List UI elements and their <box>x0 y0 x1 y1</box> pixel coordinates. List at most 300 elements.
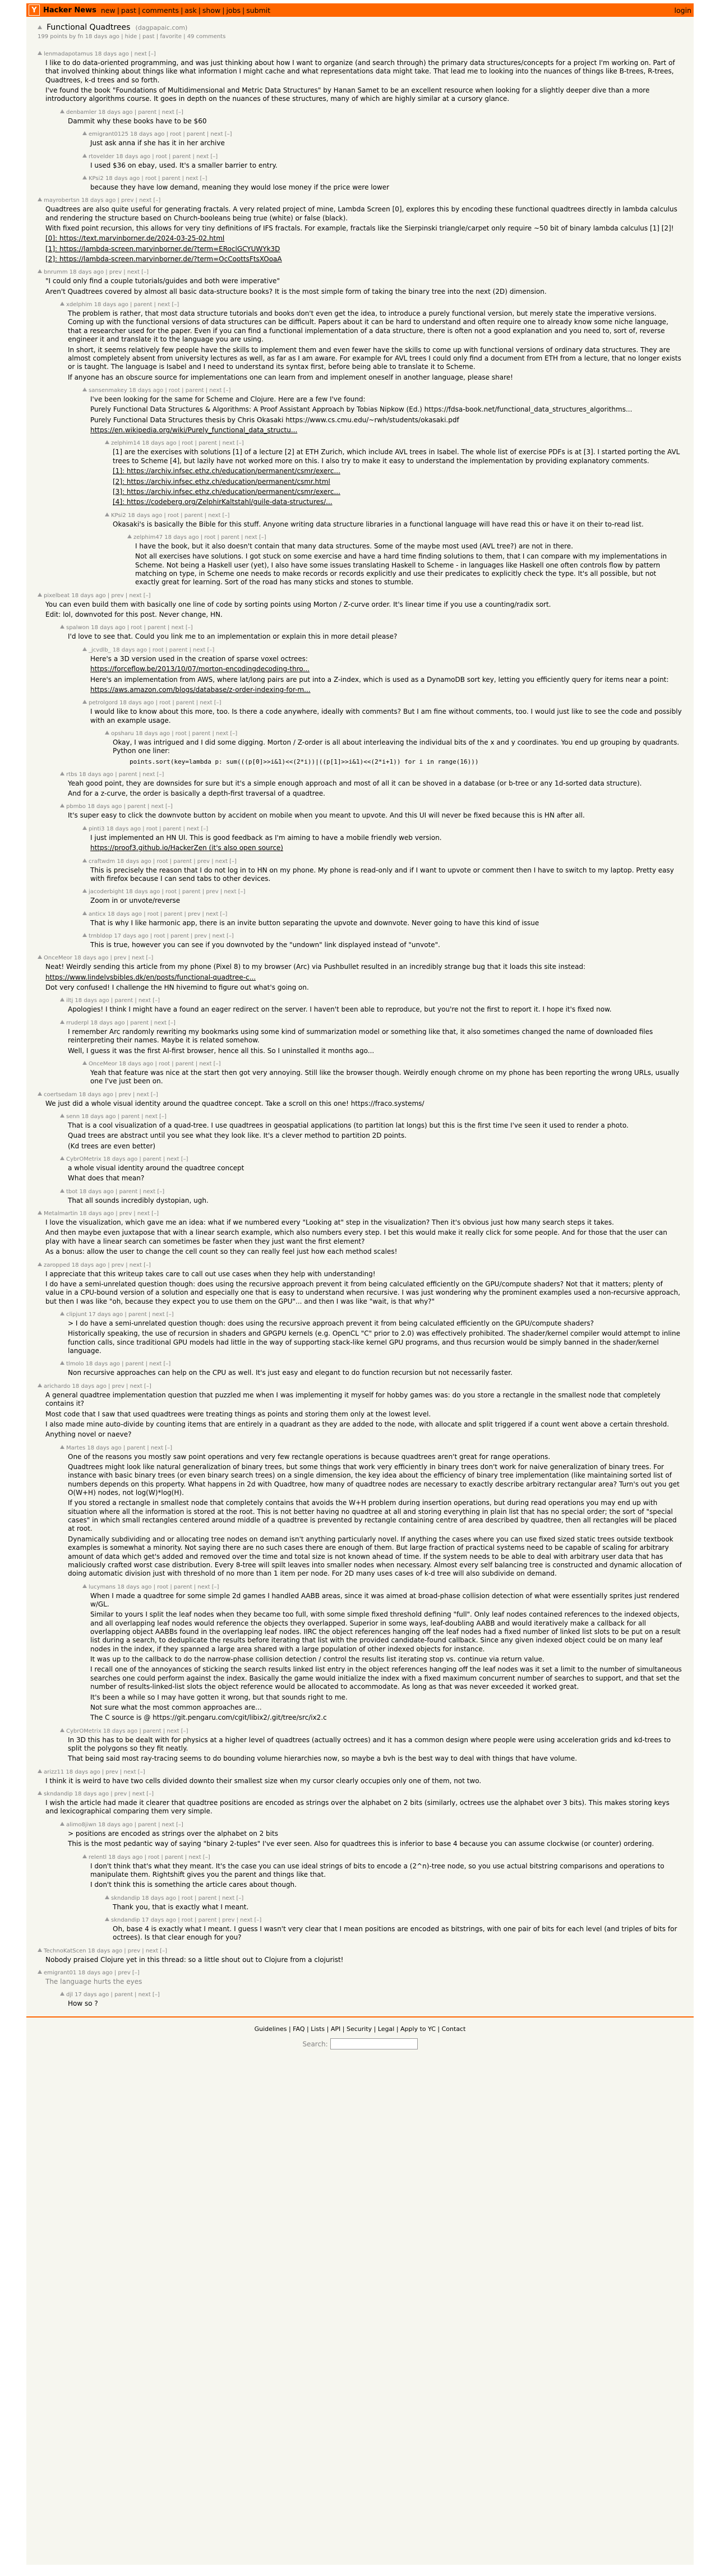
comment-meta[interactable]: Metalmartin 18 days ago | prev | next [–] <box>44 1211 159 1217</box>
upvote-icon[interactable] <box>60 1728 64 1732</box>
comment-link[interactable]: https://proof3.github.io/HackerZen (it's also open source) <box>90 844 283 852</box>
comment-meta[interactable]: tbot 18 days ago | parent | next [–] <box>66 1188 165 1195</box>
comment-header <box>38 1262 682 1268</box>
comment-header <box>60 1156 682 1162</box>
comment-link[interactable]: https://en.wikipedia.org/wiki/Purely_functional_data_structu... <box>90 426 298 435</box>
comment-paragraph: Yeah good point, they are downsides for sure but it's a simple enough approach and most of all it can be shoved in a database (or b-tree or any 1d-sorted data structure). <box>68 779 642 787</box>
comment-header <box>60 1114 682 1120</box>
comment-meta[interactable]: skndandip 18 days ago | prev | next [–] <box>44 1791 154 1798</box>
comment-text <box>68 1319 682 1355</box>
comment <box>60 1114 682 1151</box>
comment-paragraph: That being said most ray-tracing seems to do bounding volume hierarchies now, so maybe a bvh is the best way to deal with things that have volume. <box>68 1755 578 1763</box>
nav-link-show[interactable]: show <box>202 6 221 15</box>
upvote-icon[interactable] <box>60 1156 64 1160</box>
footer-link[interactable]: Apply to YC <box>400 2025 436 2033</box>
comment-paragraph: I've found the book "Foundations of Multidimensional and Metric Data Structures" by Hanan Samet to be an excellent resource when looking for a slightly deeper dive than a more introductory algorithms course. It goes in depth on the nuances of these structures, many of which are highly similar at a cursory glance. <box>45 86 650 103</box>
nav-separator: | <box>137 6 141 15</box>
comment-paragraph: That all sounds incredibly dystopian, ugh. <box>68 1196 209 1204</box>
comment-paragraph: I would like to know about this more, too. Is there a code anywhere, ideally with comments? But I am fine without comments, too. I would just like to see the code and possibly with an example usage. <box>90 708 682 724</box>
comment-paragraph: It's super easy to click the downvote button by accident on mobile when you meant to upvote. And this UI will never be fixed because this is HN after all. <box>68 811 585 820</box>
comment-header <box>60 1445 682 1451</box>
comment-meta[interactable]: mayrobertsn 18 days ago | prev | next [–] <box>44 197 161 204</box>
comment-meta[interactable]: skndandip 18 days ago | root | parent | next [–] <box>111 1895 244 1901</box>
comment-paragraph: Zoom in or unvote/reverse <box>90 897 181 905</box>
comment-paragraph: I wish the article had made it clearer that quadtree positions are encoded as strings over the alphabet on 2 bits (similarly, octrees use the alphabet over 3 bits). This makes storing keys and lexicographical comparing them very simple. <box>45 1799 670 1816</box>
comment-text <box>45 1391 682 1439</box>
comment-text <box>68 1830 682 1849</box>
comment-meta[interactable]: KPsi2 18 days ago | root | parent | next [–] <box>89 175 207 182</box>
footer-link[interactable]: API <box>330 2025 341 2033</box>
upvote-icon[interactable] <box>38 25 42 29</box>
upvote-icon[interactable] <box>82 131 87 135</box>
comment-meta[interactable]: _jcvdlb_ 18 days ago | root | parent | next [–] <box>89 647 215 653</box>
comment-paragraph: The problem is rather, that most data structure tutorials and books don't even get the idea, to introduce a purely functional version, but merely state the imperative versions. Coming up with the functional versions of data structures can be difficult. Papers about it can be hard to understand and often require one to already know some niche language, that a researcher used for the paper. Even if you can find a functional implementation of a data structure, there is often not a good explanation and you need to, sort of, reverse engineer it and translate it to the language you are using. <box>68 310 668 344</box>
upvote-icon[interactable] <box>82 387 87 391</box>
comment <box>60 302 682 382</box>
comment-link[interactable]: [3]: https://archiv.infsec.ethz.ch/education/permanent/csmr/exerc... <box>113 487 340 496</box>
footer-separator: | <box>394 2025 401 2033</box>
comment-header <box>82 911 682 917</box>
comment-link[interactable]: [2]: https://lambda-screen.marvinborner.de/?term=OcCoottsFtsXOoaA <box>45 255 282 264</box>
footer-link[interactable]: Legal <box>377 2025 395 2033</box>
upvote-icon[interactable] <box>38 955 42 959</box>
story-domain[interactable]: (dagpapaic.com) <box>135 24 188 31</box>
comment-text <box>90 183 682 192</box>
comment <box>38 1092 682 1108</box>
comment-link[interactable]: https://www.lindelvsbibles.dk/en/posts/functional-quadtree-c... <box>45 973 256 981</box>
comment-paragraph: I recall one of the annoyances of sticking the search results linked list entry in the object references hanging off the leaf nodes was it set a limit to the number of simultaneous searches one could perform against the index. Basically the game would initialize the index with a fixed maximum concurrent number of searches to support, and that set the number of results-linked-list slots the object reference would be allocated to accommodate. As long as that was never exceeded it worked great. <box>90 1665 682 1691</box>
comment-meta[interactable]: TechnoKatScen 18 days ago | prev | next [–] <box>44 1947 167 1954</box>
comment-text <box>45 1956 682 1964</box>
comment-paragraph: Thank you, that is exactly what I meant. <box>113 1903 249 1911</box>
comment-text <box>90 941 682 949</box>
upvote-icon[interactable] <box>82 1854 87 1858</box>
footer-separator: | <box>325 2025 331 2033</box>
comment-paragraph: Here's a 3D version used in the creation of sparse voxel octrees: <box>90 654 308 663</box>
comment-meta[interactable]: coertsedam 18 days ago | prev | next [–] <box>44 1091 158 1098</box>
comment-header <box>82 131 682 137</box>
comment-meta[interactable]: sansenmakey 18 days ago | root | parent | next [–] <box>89 387 231 394</box>
comment-header <box>60 804 682 810</box>
nav-link-new[interactable]: new <box>100 6 116 15</box>
comment-header <box>38 1791 682 1797</box>
upvote-icon[interactable] <box>38 269 42 273</box>
comment-header <box>60 1728 682 1734</box>
comment-paragraph: Dammit why these books have to be $60 <box>68 117 207 125</box>
comment-link[interactable]: [4]: https://codeberg.org/ZelphirKaltstahl/guile-data-structures/... <box>113 498 333 506</box>
upvote-icon[interactable] <box>60 1020 64 1024</box>
footer-link[interactable]: Lists <box>311 2025 325 2033</box>
comment-meta[interactable]: emigrant01 18 days ago | prev [–] <box>44 1970 140 1977</box>
nav-separator: | <box>117 6 119 15</box>
upvote-icon[interactable] <box>127 534 132 538</box>
upvote-icon[interactable] <box>60 1361 64 1365</box>
comment-meta[interactable]: jacoderbight 18 days ago | root | parent | prev | next [–] <box>89 889 246 895</box>
comment-text <box>90 161 682 170</box>
comment-meta[interactable]: arizz11 18 days ago | prev | next [–] <box>44 1769 145 1775</box>
comment-paragraph: I love the visualization, which gave me an idea: what if we numbered every "Looking at" step in the visualization? Then it's obvious just how many search steps it takes. <box>45 1218 614 1227</box>
comment-paragraph: Apologies! I think I might have a found an eager redirect on the server. I haven't been able to reproduce, but you're not the first to report it. I hope it's fixed now. <box>68 1005 612 1014</box>
comment-text <box>113 520 682 529</box>
comment-paragraph: Most code that I saw that used quadtrees were treating things as points and storing them only at the lowest level. <box>45 1410 431 1418</box>
comment-meta[interactable]: lucymans 18 days ago | root | parent | next [–] <box>89 1584 219 1590</box>
upvote-icon[interactable] <box>60 1445 64 1449</box>
footer-link[interactable]: Contact <box>441 2025 466 2033</box>
upvote-icon[interactable] <box>60 998 64 1001</box>
comment-meta[interactable]: pinti3 18 days ago | root | parent | next [–] <box>89 825 209 832</box>
upvote-icon[interactable] <box>82 647 87 651</box>
comment-paragraph: What does that mean? <box>68 1174 145 1183</box>
comment-paragraph: Purely Functional Data Structures thesis by Chris Okasaki https://www.cs.cmu.edu/~rwh/students/okasaki.pdf <box>90 416 459 424</box>
comment-paragraph: Okay, I was intrigued and I did some digging. Morton / Z-order is all about interleaving the individual bits of the x and y coordinates. You end up grouping by quadrants. Python one liner: <box>113 738 680 755</box>
comment-paragraph: Dynamically subdividing and or allocating tree nodes on demand isn't anything particularly novel. If anything the cases where you can use fixed sized static trees outside textbook examples is somewhat a minority. Not saying there are no such cases there are enough of them. But large fraction of practical systems need to be capable of scaling for arbitrary amount of data which get's added and removed over the time and total size is not known ahead of time. If the system needs to be able to deal with arbitrary user data that has maliciously crafted worst case distribution. Every 8-tree will spilt leaves into smaller nodes when necessary. Almost every self balancing tree is constructed and dynamic allocation of doing automatic division just with threshold of no more than 1 item per node. For 2D many uses cases of k-d tree will also subdivide on demand. <box>68 1535 682 1578</box>
comment-paragraph: (Kd trees are even better) <box>68 1142 156 1150</box>
comment <box>60 1020 682 1055</box>
comment-meta[interactable]: rruderpl 18 days ago | parent | next [–] <box>66 1019 176 1026</box>
comment-text <box>68 1453 682 1578</box>
upvote-icon[interactable] <box>82 826 87 830</box>
upvote-icon[interactable] <box>105 1917 109 1921</box>
comment-header <box>60 1312 682 1318</box>
nav-link-submit[interactable]: submit <box>246 6 271 15</box>
comment-meta[interactable]: anticx 18 days ago | root | parent | prev | next [–] <box>89 911 228 917</box>
upvote-icon[interactable] <box>60 1189 64 1193</box>
comment-meta[interactable]: arichardo 18 days ago | prev | next [–] <box>44 1383 151 1389</box>
upvote-icon[interactable] <box>82 889 87 893</box>
footer <box>26 2016 694 2049</box>
comment-paragraph: Aren't Quadtrees covered by almost all basic data-structure books? It is the most simple form of taking the binary tree into the next (2D) dimension. <box>45 287 547 296</box>
comment <box>82 1584 682 1723</box>
comment-paragraph: Just ask anna if she has it in her archive <box>90 139 225 147</box>
footer-links <box>26 2025 694 2033</box>
comment-meta[interactable]: djl 17 days ago | parent | next [–] <box>66 1992 160 1998</box>
comment <box>105 731 682 766</box>
page-container <box>26 3 694 2565</box>
comment-paragraph: In 3D this has to be dealt with for physics at a higher level of quadtrees (actually octrees) and it has a common design where people were using acceleration grids and kd-trees to split the polygons so they fit neatly. <box>68 1735 671 1752</box>
comment-header <box>38 1769 682 1775</box>
comment-text <box>68 1121 682 1151</box>
comment-link[interactable]: [1]: https://lambda-screen.marvinborner.de/?term=ERoclGCYUWYk3D <box>45 244 280 253</box>
upvote-icon[interactable] <box>60 1992 64 1996</box>
comment <box>60 772 682 798</box>
upvote-icon[interactable] <box>82 911 87 915</box>
upvote-icon[interactable] <box>38 1211 42 1215</box>
comment <box>38 1948 682 1964</box>
comment-meta[interactable]: skndandip 17 days ago | root | parent | prev | next [–] <box>111 1917 262 1923</box>
comment <box>38 1383 682 1439</box>
footer-link[interactable]: Security <box>346 2025 372 2033</box>
comment-link[interactable]: [2]: https://archiv.infsec.ethz.ch/education/permanent/csmr.html <box>113 477 330 486</box>
comment-header <box>105 440 682 446</box>
comment-paragraph: As a bonus: allow the user to change the cell count so they can really feel just how each method scales! <box>45 1248 398 1256</box>
comment-link[interactable]: https://aws.amazon.com/blogs/database/z-order-indexing-for-m... <box>90 685 311 694</box>
comment-text <box>45 205 682 264</box>
upvote-icon[interactable] <box>82 1061 87 1065</box>
comment-paragraph: Well, I guess it was the first AI-first browser, hence all this. So I uninstalled it months ago... <box>68 1046 375 1055</box>
comment-paragraph: I think it is weird to have two cells divided downto their smallest size when my cursor clearly occupies only one of them, not two. <box>45 1776 482 1785</box>
comment-text <box>68 1164 682 1183</box>
upvote-icon[interactable] <box>38 1769 42 1773</box>
comment <box>105 440 682 506</box>
comment-meta[interactable]: pixelbeat 18 days ago | prev | next [–] <box>44 592 151 599</box>
comment <box>38 1791 682 1816</box>
upvote-icon[interactable] <box>60 625 64 629</box>
comment-meta[interactable]: trnbldop 17 days ago | root | parent | prev | next [–] <box>89 933 234 939</box>
nav-separator: | <box>222 6 225 15</box>
comment-meta[interactable]: CybrOMetrix 18 days ago | parent | next [–] <box>66 1728 188 1734</box>
comment-link[interactable]: https://forceflow.be/2013/10/07/morton-encodingdecoding-thro... <box>90 665 310 673</box>
comment-paragraph: The language hurts the eyes <box>45 1978 142 1986</box>
comment <box>127 534 682 587</box>
footer-link[interactable]: Guidelines <box>254 2025 287 2033</box>
upvote-icon[interactable] <box>82 933 87 937</box>
comment-text <box>45 963 682 992</box>
comment-text <box>68 1369 682 1377</box>
upvote-icon[interactable] <box>105 1895 109 1899</box>
comment-header <box>82 858 682 865</box>
comment-meta[interactable]: KPsi2 18 days ago | root | parent | next [–] <box>111 512 230 519</box>
comment-text <box>45 1978 682 1986</box>
comment-meta[interactable]: spalwon 18 days ago | root | parent | next [–] <box>66 625 193 631</box>
footer-separator: | <box>435 2025 442 2033</box>
nav-link-ask[interactable]: ask <box>184 6 197 15</box>
comment-paragraph: This is precisely the reason that I do not log in to HN on my phone. My phone is read-only and if I want to upvote or comment then I have to switch to my laptop. Pretty easy with firefox because I can send tabs to other devices. <box>90 866 674 883</box>
story-subtext: 199 points by fn 18 days ago | hide | past | favorite | 49 comments <box>38 34 226 40</box>
comment-link[interactable]: [0]: https://text.marvinborner.de/2024-03-25-02.html <box>45 234 225 243</box>
comment-text <box>45 59 682 104</box>
comment-paragraph: I remember Arc randomly rewriting my bookmarks using some kind of summarization model or something like that, it also sometimes changed the name of downloaded files reinterpreting their names. Maybe it is related somehow. <box>68 1027 653 1045</box>
comment-text <box>90 1862 682 1890</box>
upvote-icon[interactable] <box>60 1114 64 1118</box>
comment <box>82 911 682 927</box>
search-label: Search: <box>302 2040 328 2048</box>
comment-paragraph: I used $36 on ebay, used. It's a smaller barrier to entry. <box>90 161 278 169</box>
upvote-icon[interactable] <box>105 440 109 444</box>
upvote-icon[interactable] <box>38 1948 42 1952</box>
comment-header <box>60 998 682 1004</box>
story-title[interactable]: Functional Quadtrees <box>47 23 131 32</box>
comment-paragraph: I also made mine auto-divide by counting items that are entirely in a quadrant as they are added to the node, with allocate and split triggered if a count went above a certain threshold. <box>45 1420 670 1428</box>
login-link[interactable]: login <box>674 6 691 15</box>
comment-paragraph: Anything novel or naeve? <box>45 1430 132 1439</box>
comment-meta[interactable]: OnceMeor 18 days ago | root | parent | next [–] <box>89 1060 221 1067</box>
comment-paragraph: Historically speaking, the use of recursion in shaders and GPGPU kernels (e.g. OpenCL "C" prior to 2.0) was effectively prohibited. The shader/kernel compiler would attempt to inline function calls, since traditional GPU models had little in the way of supporting stack-like kernel GPU programs, and thus recursion would be simply banned in the shader/kernel language. <box>68 1329 680 1355</box>
footer-separator: | <box>287 2025 293 2033</box>
comment <box>60 1156 682 1183</box>
comment-paragraph: Purely Functional Data Structures & Algorithms: A Proof Assistant Approach by Tobias Nipkow (Ed.) https://fdsa-book.net/functional_data_structures_algorithms... <box>90 405 633 414</box>
comment-tree <box>26 51 694 2009</box>
comment-header <box>82 647 682 653</box>
comment <box>82 154 682 170</box>
comment-paragraph: When I made a quadtree for some simple 2d games I handled AABB areas, since it was aimed at broad-phase collision detection of what were essentially sprites just rendered w/GL. <box>90 1591 680 1608</box>
comment-header <box>82 387 682 394</box>
comment-header <box>60 302 682 308</box>
comment-header <box>82 1584 682 1590</box>
comment-meta[interactable]: craftwdm 18 days ago | root | parent | prev | next [–] <box>89 858 237 865</box>
nav-link-jobs[interactable]: jobs <box>226 6 241 15</box>
comment-paragraph: Yeah that feature was nice at the start then got very annoying. Still like the browser though. Weirdly enough chrome on my phone has been reporting the wrong URLs, usually one I've just been on. <box>90 1068 680 1086</box>
upvote-icon[interactable] <box>38 1262 42 1266</box>
comment-meta[interactable]: Martes 18 days ago | parent | next [–] <box>66 1444 172 1451</box>
upvote-icon[interactable] <box>38 1383 42 1387</box>
comment-header <box>38 1211 682 1217</box>
upvote-icon[interactable] <box>60 1822 64 1826</box>
comment-text <box>90 139 682 147</box>
upvote-icon[interactable] <box>38 593 42 597</box>
comment <box>82 1854 682 1890</box>
comment <box>60 1728 682 1764</box>
comment-meta[interactable]: denbamler 18 days ago | parent | next [–] <box>66 109 183 116</box>
comment-text <box>68 310 682 382</box>
comment <box>60 804 682 820</box>
comment-meta[interactable]: zelphim14 18 days ago | root | parent | next [–] <box>111 440 244 447</box>
upvote-icon[interactable] <box>60 1312 64 1315</box>
site-name[interactable]: Hacker News <box>43 6 96 15</box>
comment-paragraph: > I do have a semi-unrelated question though: does using the recursive approach prevent it from being calculated efficiently on the GPU/compute shaders? <box>68 1319 594 1327</box>
comment-meta[interactable]: relentl 18 days ago | root | parent | next [–] <box>89 1854 210 1861</box>
comment-text <box>113 1903 682 1912</box>
upvote-icon[interactable] <box>60 109 64 113</box>
comment-paragraph: I have the book, but it also doesn't contain that many data structures. Some of the maybe most used (AVL tree?) are not in there. <box>135 542 574 550</box>
comment <box>60 109 682 126</box>
comment-meta[interactable]: alimo8jiwn 18 days ago | parent | next [–] <box>66 1821 183 1828</box>
comment-text <box>68 1736 682 1764</box>
nav-link-past[interactable]: past <box>121 6 136 15</box>
comment-header <box>38 1970 682 1976</box>
upvote-icon[interactable] <box>38 1092 42 1096</box>
comment-paragraph: This is the most pedantic way of saying "binary 2-tuples" I've ever seen. Also for quadtrees this is inferior to base 4 because you can assume clockwise (or counter) ordering. <box>68 1840 654 1848</box>
comment <box>60 1992 682 2008</box>
comment-header <box>60 1992 682 1998</box>
comment-meta[interactable]: zaropped 18 days ago | prev | next [–] <box>44 1262 151 1268</box>
comment-text <box>45 1799 682 1816</box>
logo-icon[interactable]: Y <box>29 4 40 16</box>
footer-separator: | <box>340 2025 347 2033</box>
comment-meta[interactable]: petrolgord 18 days ago | root | parent | next [–] <box>89 700 221 707</box>
comment-paragraph: Here's an implementation from AWS, where lat/long pairs are put into a Z-index, which is used as a DynamoDB sort key, letting you efficiently query for items near a point: <box>90 675 669 684</box>
comment-text <box>45 1270 682 1306</box>
upvote-icon[interactable] <box>105 513 109 516</box>
comment-header <box>38 593 682 599</box>
comment-meta[interactable]: rtbs 18 days ago | parent | next [–] <box>66 771 164 778</box>
comment-header <box>60 1822 682 1828</box>
nav-separator: | <box>242 6 245 15</box>
comment-paragraph: If you stored a rectangle in smallest node that completely contains that avoids the W+H problem during insertion operations, but during read operations you may end up with situation where all the information is stored at the root. This is not better having no quadtree at all and storing everything in plain list that has no special order; the sort of "special cases" in which small rectangles centered around middle of a quadtree is prevented by rectangle containing centre of area described by quadtree, then all rectangles will be placed at root. <box>68 1499 677 1533</box>
comment-paragraph: This is true, however you can see if you downvoted by the "undown" link displayed instead of "unvote". <box>90 941 440 949</box>
comment-text <box>90 708 682 725</box>
comment-paragraph: Dot very confused! I challenge the HN hivemind to figure out what's going on. <box>45 984 309 992</box>
comment-meta[interactable]: clipjunt 17 days ago | parent | next [–] <box>66 1311 174 1318</box>
comment-meta[interactable]: CybrOMetrix 18 days ago | parent | next [–] <box>66 1156 188 1163</box>
comment-text <box>90 655 682 694</box>
upvote-icon[interactable] <box>38 197 42 201</box>
comment-text <box>45 1218 682 1256</box>
search-input[interactable] <box>330 2038 418 2049</box>
comment-link[interactable]: [1]: https://archiv.infsec.ethz.ch/education/permanent/csmr/exerc... <box>113 467 340 476</box>
comment-paragraph: Quad trees are abstract until you see what they look like. It's a clever method to partition 2D points. <box>68 1132 407 1140</box>
comment-paragraph: Oh, base 4 is exactly what I meant. I guess I wasn't very clear that I mean positions are encoded as bitstrings, with one pair of bits for each level (and triples of bits for octrees). Is that clear enough for you? <box>113 1924 677 1942</box>
comment-paragraph: Similar to yours I split the leaf nodes when they became too full, with some simple fixed threshold defining "full". Only leaf nodes contained references to the indexed objects, and all overlapping leaf nodes would reference the objects they overlapped. Superior in some ways, leaf-doubling AABB and would iteratively make a callback for all overlapping object AABBs found in the overlapping leaf nodes. IIRC the object references hanging off the leaf nodes had a fixed number of linked list slots to be put on a result list during a search, to deduplicate the results before iterating that list with the provided candidate-found callback. Since any given indexed object could be on many leaf nodes in the index, if they spanned a large area shared with a large population of other indexed objects for instance. <box>90 1610 681 1653</box>
comment-header <box>38 955 682 961</box>
comment-meta[interactable]: lenmadapotamus 18 days ago | next [–] <box>44 51 156 57</box>
comment-meta[interactable]: OnceMeor 18 days ago | prev | next [–] <box>44 955 154 962</box>
upvote-icon[interactable] <box>105 731 109 735</box>
comment-meta[interactable]: zelphim47 18 days ago | root | parent | next [–] <box>133 534 266 541</box>
comment-paragraph: > positions are encoded as strings over the alphabet on 2 bits <box>68 1829 278 1838</box>
footer-link[interactable]: FAQ <box>293 2025 305 2033</box>
comment-paragraph: I don't think that's what they meant. It's the case you can use ideal strings of bits to encode a (2^n)-tree node, so you use actual bitstring comparisons and operations to manipulate them. Rightshift gives you the parent and things like that. <box>90 1862 664 1878</box>
top-nav <box>101 6 270 15</box>
comment-header <box>82 826 682 832</box>
upvote-icon[interactable] <box>82 1584 87 1588</box>
footer-separator: | <box>372 2025 378 2033</box>
comment-meta[interactable]: bnrumm 18 days ago | prev | next [–] <box>44 269 149 276</box>
comment-paragraph: Not all exercises have solutions. I got stuck on some exercise and have a hard time finding solutions to them, that I can compare with my implementations in Scheme. Not being a Haskell user (yet), I also have some issues translating Haskell to Scheme - in languages like Haskell one often controls flow by pattern matching on type, in Scheme one needs to make records or records explicitly and use their predicates to explicitly check the type. It's all possible, but not exactly great for learning. Sort of the road has many sticks and stones to stumble. <box>135 552 667 587</box>
upvote-icon[interactable] <box>60 804 64 807</box>
upvote-icon[interactable] <box>38 51 42 55</box>
comment-header <box>105 1895 682 1901</box>
upvote-icon[interactable] <box>38 1970 42 1974</box>
comment-meta[interactable]: opsharu 18 days ago | root | parent | next [–] <box>111 730 238 737</box>
upvote-icon[interactable] <box>38 1791 42 1795</box>
comment-header <box>60 1189 682 1195</box>
upvote-icon[interactable] <box>60 302 64 306</box>
upvote-icon[interactable] <box>82 176 87 179</box>
comment-text <box>68 1197 682 1205</box>
upvote-icon[interactable] <box>60 772 64 775</box>
comment-text <box>90 834 682 853</box>
upvote-icon[interactable] <box>82 700 87 704</box>
comment-header <box>105 731 682 737</box>
comment-text <box>45 1777 682 1785</box>
comment-header <box>82 933 682 939</box>
comment-meta[interactable]: iltj 18 days ago | parent | next [–] <box>66 998 160 1004</box>
comment-header <box>38 51 682 57</box>
comment <box>82 647 682 694</box>
footer-search <box>26 2038 694 2049</box>
nav-link-comments[interactable]: comments <box>142 6 179 15</box>
comment-meta[interactable]: rtovelder 18 days ago | root | parent | next [–] <box>89 153 218 160</box>
comment-header <box>60 625 682 631</box>
comment-paragraph: I do have a semi-unrelated question though: does using the recursive approach prevent it from being calculated efficiently on the GPU/compute shaders? Not that it matters; plenty of value in a CPU-bound version of a solution and especially one that is easy to understand when recursive. I was just wondering why the prominent examples used a non-recursive approach, but then I was like "oh, because they expect you to use them on the GPU"... and then I was like "wait, is that why?" <box>45 1280 680 1305</box>
comment-meta[interactable]: senn 18 days ago | parent | next [–] <box>66 1113 167 1120</box>
comment-text <box>45 1100 682 1108</box>
comment-meta[interactable]: emigrant0125 18 days ago | root | parent | next [–] <box>89 131 232 138</box>
comment-header <box>82 1854 682 1861</box>
upvote-icon[interactable] <box>82 858 87 862</box>
comment <box>82 933 682 949</box>
comment-text <box>45 601 682 620</box>
comment-paragraph: One of the reasons you mostly saw point operations and very few rectangle operations is because quadtrees aren't great for range operations. <box>68 1452 551 1461</box>
comment-paragraph: I like to do data-oriented programming, and was just thinking about how I want to organize (and search through) the primary data structures/concepts for a project I'm working on. Part of that involved thinking about things like what information I might cache and what representations data might take. That lead me to looking into the nuances of things like B-trees, R-trees, Quadtrees, k-d trees and so forth. <box>45 59 675 84</box>
comment-meta[interactable]: pbmbo 18 days ago | parent | next [–] <box>66 804 173 810</box>
code-snippet: points.sort(key=lambda p: sum(((p[0]>>i&1)<<(2*i))|((p[1]>>i&1)<<(2*i+1)) for i in range(16))) <box>130 758 479 765</box>
comment-paragraph: Non recursive approaches can help on the CPU as well. It's just easy and elegant to do function recursion but not necessarily faster. <box>68 1369 513 1377</box>
comment-paragraph: Quadtrees are also quite useful for generating fractals. A very related project of mine, Lambda Screen [0], explores this by encoding these functional quadtrees directly in lambda calculus and rendering the structure based on Church-booleans being true (white) or false (black). <box>45 205 677 222</box>
comment-text <box>90 1069 682 1086</box>
comment-paragraph: With fixed point recursion, this allows for very tiny definitions of IFS fractals. For example, fractals like the Sierpinski triangle/carpet only require ~50 bit of binary lambda calculus [1] [2]! <box>45 224 674 232</box>
comment-paragraph: Not sure what the most common approaches are... <box>90 1703 262 1711</box>
upvote-icon[interactable] <box>82 154 87 158</box>
comment <box>105 1895 682 1912</box>
comment <box>82 858 682 884</box>
comment-meta[interactable]: tlmolo 18 days ago | parent | next [–] <box>66 1361 171 1368</box>
comment-paragraph: a whole visual identity around the quadtree concept <box>68 1164 244 1172</box>
comment-paragraph: The C source is @ https://git.pengaru.com/cgit/libix2/.git/tree/src/ix2.c <box>90 1714 327 1722</box>
comment-meta[interactable]: xdelphim 18 days ago | parent | next [–] <box>66 302 179 308</box>
comment-header <box>82 1061 682 1067</box>
comment-paragraph: Edit: lol, downvoted for this post. Never change, HN. <box>45 611 223 619</box>
